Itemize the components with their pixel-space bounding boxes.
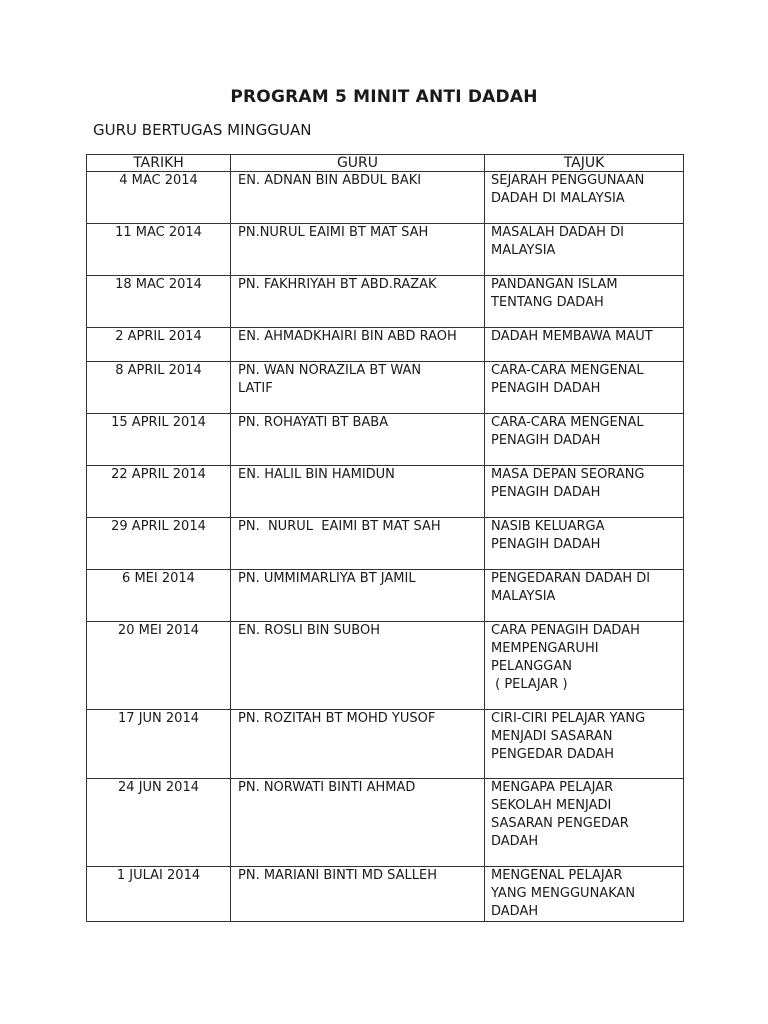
cell-tarikh: 22 APRIL 2014	[87, 466, 231, 518]
tajuk-line: YANG MENGGUNAKAN	[491, 886, 636, 901]
tajuk-line: PENAGIH DADAH	[491, 537, 601, 552]
table-row	[87, 710, 684, 779]
tajuk-line: DADAH	[491, 904, 539, 919]
table-row	[87, 518, 684, 570]
cell-tarikh: 17 JUN 2014	[87, 710, 231, 779]
tajuk-line: MENGENAL PELAJAR	[491, 868, 623, 883]
tajuk-line: CARA PENAGIH DADAH	[491, 623, 640, 638]
cell-guru	[231, 570, 485, 622]
cell-tajuk	[485, 710, 684, 779]
header-guru: GURU	[231, 155, 485, 172]
tajuk-line: MENJADI SASARAN	[491, 729, 613, 744]
cell-tarikh: 1 JULAI 2014	[87, 867, 231, 922]
tajuk-line: ( PELAJAR )	[491, 677, 568, 692]
tajuk-line: PANDANGAN ISLAM	[491, 277, 618, 292]
tajuk-line: MENGAPA PELAJAR	[491, 780, 614, 795]
cell-tajuk	[485, 328, 684, 362]
table-row	[87, 622, 684, 710]
table-row	[87, 867, 684, 922]
cell-guru	[231, 414, 485, 466]
tajuk-line: MALAYSIA	[491, 589, 556, 604]
table-row	[87, 570, 684, 622]
table-row	[87, 466, 684, 518]
cell-guru	[231, 518, 485, 570]
guru-line: LATIF	[238, 381, 273, 396]
guru-line: PN. ROHAYATI BT BABA	[238, 415, 389, 430]
cell-tajuk	[485, 414, 684, 466]
cell-tarikh: 4 MAC 2014	[87, 172, 231, 224]
cell-guru	[231, 710, 485, 779]
cell-tajuk	[485, 362, 684, 414]
cell-tajuk	[485, 570, 684, 622]
table-header-row	[87, 155, 684, 172]
document-title: PROGRAM 5 MINIT ANTI DADAH	[230, 87, 538, 107]
cell-tarikh: 18 MAC 2014	[87, 276, 231, 328]
tajuk-line: DADAH MEMBAWA MAUT	[491, 329, 653, 344]
guru-line: PN. UMMIMARLIYA BT JAMIL	[238, 571, 416, 586]
cell-tajuk	[485, 224, 684, 276]
table-row	[87, 414, 684, 466]
cell-tajuk	[485, 276, 684, 328]
cell-guru	[231, 276, 485, 328]
tajuk-line: SEKOLAH MENJADI	[491, 798, 612, 813]
duty-schedule-table	[86, 154, 684, 922]
header-tajuk: TAJUK	[485, 155, 684, 172]
guru-line: EN. ADNAN BIN ABDUL BAKI	[238, 173, 422, 188]
header-tarikh: TARIKH	[87, 155, 231, 172]
tajuk-line: CARA-CARA MENGENAL	[491, 415, 644, 430]
cell-guru	[231, 328, 485, 362]
guru-line: PN. FAKHRIYAH BT ABD.RAZAK	[238, 277, 437, 292]
table-row	[87, 779, 684, 867]
tajuk-line: PENAGIH DADAH	[491, 485, 601, 500]
table-row	[87, 172, 684, 224]
guru-line: PN. WAN NORAZILA BT WAN	[238, 363, 422, 378]
guru-line: PN. ROZITAH BT MOHD YUSOF	[238, 711, 436, 726]
cell-tarikh: 24 JUN 2014	[87, 779, 231, 867]
tajuk-line: SASARAN PENGEDAR	[491, 816, 629, 831]
tajuk-line: PENGEDAR DADAH	[491, 747, 615, 762]
guru-line: PN. NORWATI BINTI AHMAD	[238, 780, 416, 795]
cell-tajuk	[485, 779, 684, 867]
cell-guru	[231, 779, 485, 867]
guru-line: EN. ROSLI BIN SUBOH	[238, 623, 381, 638]
tajuk-line: TENTANG DADAH	[491, 295, 604, 310]
cell-guru	[231, 172, 485, 224]
cell-tarikh: 11 MAC 2014	[87, 224, 231, 276]
table-row	[87, 328, 684, 362]
cell-tarikh: 6 MEI 2014	[87, 570, 231, 622]
tajuk-line: MASALAH DADAH DI	[491, 225, 624, 240]
tajuk-line: SEJARAH PENGGUNAAN	[491, 173, 645, 188]
guru-line: PN.NURUL EAIMI BT MAT SAH	[238, 225, 429, 240]
document-subtitle: GURU BERTUGAS MINGGUAN	[93, 121, 312, 139]
cell-guru	[231, 867, 485, 922]
cell-guru	[231, 466, 485, 518]
guru-line: PN. NURUL EAIMI BT MAT SAH	[238, 519, 441, 534]
tajuk-line: DADAH DI MALAYSIA	[491, 191, 625, 206]
tajuk-line: CARA-CARA MENGENAL	[491, 363, 644, 378]
guru-line: EN. AHMADKHAIRI BIN ABD RAOH	[238, 329, 457, 344]
table-row	[87, 362, 684, 414]
tajuk-line: PELANGGAN	[491, 659, 572, 674]
cell-tarikh: 15 APRIL 2014	[87, 414, 231, 466]
tajuk-line: PENGEDARAN DADAH DI	[491, 571, 651, 586]
tajuk-line: PENAGIH DADAH	[491, 381, 601, 396]
tajuk-line: MASA DEPAN SEORANG	[491, 467, 645, 482]
guru-line: EN. HALIL BIN HAMIDUN	[238, 467, 395, 482]
tajuk-line: PENAGIH DADAH	[491, 433, 601, 448]
cell-tajuk	[485, 622, 684, 710]
cell-guru	[231, 224, 485, 276]
cell-tajuk	[485, 466, 684, 518]
cell-tajuk	[485, 172, 684, 224]
tajuk-line: CIRI-CIRI PELAJAR YANG	[491, 711, 646, 726]
cell-guru	[231, 362, 485, 414]
cell-tajuk	[485, 867, 684, 922]
guru-line: PN. MARIANI BINTI MD SALLEH	[238, 868, 437, 883]
tajuk-line: MALAYSIA	[491, 243, 556, 258]
tajuk-line: NASIB KELUARGA	[491, 519, 605, 534]
cell-tarikh: 8 APRIL 2014	[87, 362, 231, 414]
cell-tarikh: 20 MEI 2014	[87, 622, 231, 710]
cell-tarikh: 2 APRIL 2014	[87, 328, 231, 362]
cell-guru	[231, 622, 485, 710]
cell-tajuk	[485, 518, 684, 570]
table-row	[87, 224, 684, 276]
tajuk-line: DADAH	[491, 834, 539, 849]
cell-tarikh: 29 APRIL 2014	[87, 518, 231, 570]
table-row	[87, 276, 684, 328]
tajuk-line: MEMPENGARUHI	[491, 641, 599, 656]
